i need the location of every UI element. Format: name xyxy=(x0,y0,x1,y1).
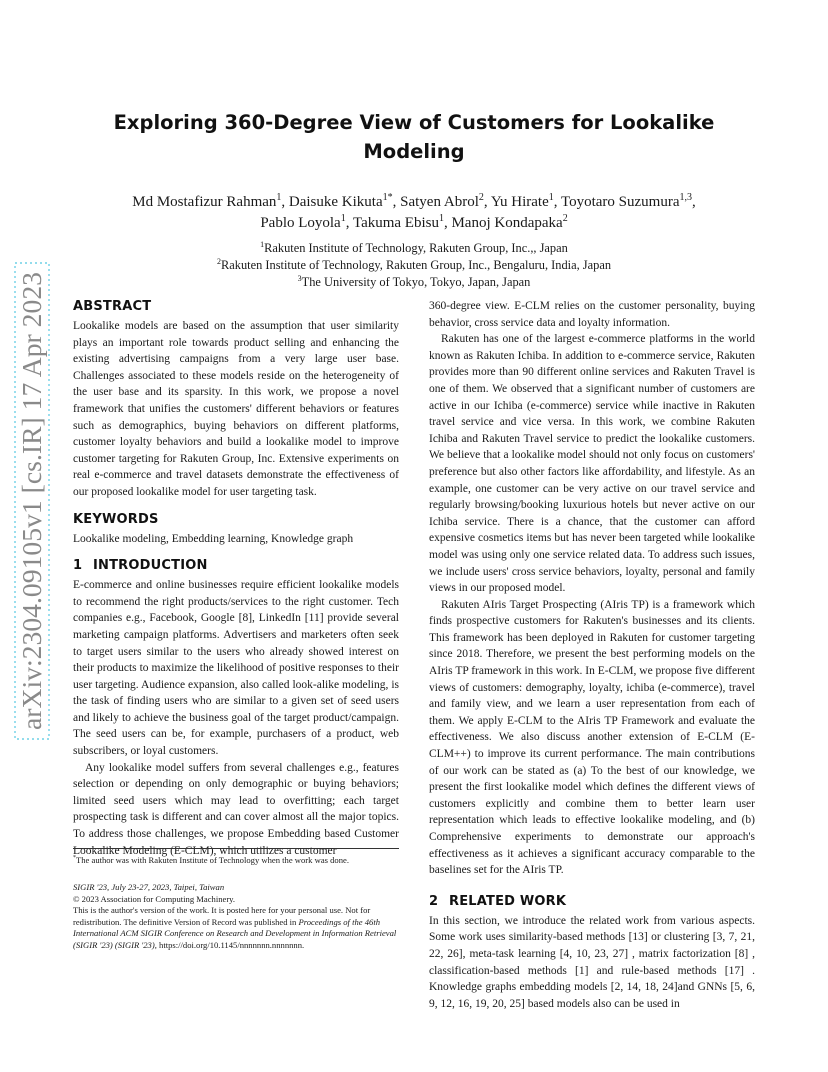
author-version-notice xyxy=(73,905,403,951)
abstract-text: Lookalike models are based on the assumption that user similarity plays an important role towards product selling and enhancing the existing advertising campaigns from a very large user base. Challenges associated to these models reside on the heterogeneity of the user base and its sparsity. In this work, we propose a novel framework that unifies the customers' different behaviors or features such as demographics, buying behaviors on different platforms, customer loyalty behaviors and build a lookalike model to improve customer targeting for Rakuten Group, Inc. Extensive experiments on real e-commerce and travel datasets demonstrate the effectiveness of our proposed lookalike model for user targeting task. xyxy=(73,320,399,498)
related-paragraph-1: In this section, we introduce the related work from various aspects. Some work uses similarity-based methods [13] or clustering [3, 7, 21, 22, 26], meta-task learning [4, 10, 23, 27] , matrix factorization [8] , classification-based methods [1] and rule-based methods [17] . Knowledge graphs embedding models [2, 14, 18, 24]and GNNs [5, 6, 9, 12, 16, 19, 20, 25] based models also can be used in xyxy=(429,914,755,1010)
arxiv-stamp-text: arXiv:2304.09105v1 [cs.IR] 17 Apr 2023 xyxy=(17,283,47,730)
author-name: Manoj Kondapaka xyxy=(451,215,563,231)
author-separator: , xyxy=(443,215,452,231)
proceedings-title: Proceedings of the 46th International ACM SIGIR Conference on Research and Development in Information Retrieval (SIGIR '23) (SIGIR '23) xyxy=(73,916,397,950)
affiliation-text: The University of Tokyo, Tokyo, Japan, Japan xyxy=(301,275,531,289)
affiliation-line xyxy=(80,274,748,291)
section-title: RELATED WORK xyxy=(449,893,567,909)
title-line-1: Exploring 360-Degree View of Customers for Lookalike xyxy=(113,111,715,134)
section-number: 2 xyxy=(429,893,439,909)
keywords-text: Lookalike modeling, Embedding learning, Knowledge graph xyxy=(73,532,354,545)
abstract-heading: ABSTRACT xyxy=(73,299,152,314)
affiliation-mark: 2 xyxy=(216,256,221,266)
author-separator: , xyxy=(281,194,289,210)
conference-venue: SIGIR '23, July 23-27, 2023, Taipei, Taiwan xyxy=(73,882,225,892)
section-number: 1 xyxy=(73,558,83,574)
arxiv-stamp xyxy=(14,262,50,740)
author-affiliation-mark: 1 xyxy=(276,192,282,203)
affiliation-list xyxy=(80,240,748,291)
notice-text: This is the author's version of the work. It is posted here for your personal use. Not for redistribution. The definitive Version of Record was published in xyxy=(73,905,371,927)
left-column xyxy=(73,298,399,859)
author-name: Yu Hirate xyxy=(490,194,549,210)
author-name: Daisuke Kikuta xyxy=(288,194,383,210)
affiliation-line xyxy=(80,257,748,274)
paper-title xyxy=(100,108,728,166)
affiliation-mark: 1 xyxy=(260,239,265,249)
doi-text: , https://doi.org/10.1145/nnnnnnn.nnnnnnn. xyxy=(154,939,305,950)
author-name: Pablo Loyola xyxy=(260,215,341,231)
author-affiliation-mark: 2 xyxy=(562,213,568,224)
author-name: Satyen Abrol xyxy=(400,194,479,210)
author-separator: , xyxy=(392,194,401,210)
footnote-rule xyxy=(73,848,399,849)
title-line-2: Modeling xyxy=(363,140,465,163)
conference-block xyxy=(73,882,403,952)
footnote-mark: * xyxy=(73,855,76,861)
footnote xyxy=(73,853,399,866)
author-affiliation-mark: 1 xyxy=(548,192,554,203)
author-name: Takuma Ebisu xyxy=(352,215,439,231)
author-affiliation-mark: 1 xyxy=(438,213,444,224)
section-title: INTRODUCTION xyxy=(93,558,208,574)
intro-paragraph-1: E-commerce and online businesses require efficient lookalike models to recommend the right products/services to the right customer. Tech companies e.g., Facebook, Google [8], LinkedIn [11] provide several marketing campaign platforms. Advertisers and marketers often seek to target users similar to the users who already showed interest on their products to maximize the likelihood of positive responses to their user targeting. Audience expansion, also called look-alike modeling, is the task of finding users who are similar to a given set of seed users and likely to achieve the business goal of the target product/campaign. The seed users can be, for example, purchasers of a product, web subscribers, or loyal customers. xyxy=(73,579,399,758)
author-affiliation-mark: 1* xyxy=(382,192,393,203)
keywords-heading: KEYWORDS xyxy=(73,511,159,527)
affiliation-text: Rakuten Institute of Technology, Rakuten Group, Inc., Bengaluru, India, Japan xyxy=(220,258,612,272)
affiliation-line xyxy=(80,240,748,257)
author-separator: , xyxy=(483,194,491,210)
affiliation-text: Rakuten Institute of Technology, Rakuten Group, Inc.,, Japan xyxy=(264,241,568,255)
intro-paragraph-3: 360-degree view. E-CLM relies on the customer personality, buying behavior, cross service data and loyalty information. xyxy=(429,300,755,329)
intro-paragraph-4: Rakuten has one of the largest e-commerce platforms in the world known as Rakuten Ichiba. In addition to e-commerce service, Rakuten provides more than 90 different online services and Rakuten Travel is one of them. We observed that a significant number of customers are active in our Ichiba (e-commerce) service while inactive in Rakuten travel service and vice versa. In this work, we combine Rakuten Ichiba and Rakuten Travel service to predict the lookalike customers. We believe that a lookalike model should not only focus on customers' preference but also other factors like affordability, and lifestyle. As an example, one customer can be very active on our travel service and regularly browsing/booking luxurious hotels but never active on our Ichiba service. There is a chance, that the customer can afford expensive cosmetics items but has never been targeted while lookalike model was using only one service related data. To address such issues, we include users' cross service behaviors, loyalty, personal and family views in our proposed model. xyxy=(429,333,755,595)
intro-paragraph-5: Rakuten AIris Target Prospecting (AIris TP) is a framework which finds prospective customers for Rakuten's businesses and its clients. This framework has been deployed in Rakuten for customer targeting since 2018. Therefore, we present the best performing models on the AIris TP framework in this work. In E-CLM, we propose five different views of customers: demography, loyalty, ichiba (e-commerce), travel and family view, and we learn a user representation from each of them. We apply E-CLM to the AIris TP Framework and evaluate the effectiveness. We also discuss another extension of E-CLM (E-CLM++) to improve its current performance. The main contributions of our work can be stated as (a) To the best of our knowledge, we present the first lookalike model which defines the different views of customers explicitly and combine them to better learn user representation which leads to effective lookalike modeling, and (b) Comprehensive experiments to demonstrate our approach's effectiveness as it achieves a significant accuracy comparable to the baselines set for the AIris TP. xyxy=(429,598,755,877)
copyright-line: © 2023 Association for Computing Machinery. xyxy=(73,893,236,904)
author-separator: , xyxy=(345,215,353,231)
intro-paragraph-2: Any lookalike model suffers from several challenges e.g., features selection or depending on only demographic or buying behaviors; limited seed users which may lead to overfitting; each target prospecting task is different and can cover almost all the major topics. To address those challenges, we propose Embedding based Customer Lookalike Modeling (E-CLM), which utilizes a customer xyxy=(73,761,399,857)
footnote-text: The author was with Rakuten Institute of Technology when the work was done. xyxy=(76,854,349,865)
author-affiliation-mark: 1 xyxy=(340,213,346,224)
affiliation-mark: 3 xyxy=(297,273,302,283)
section-heading-introduction xyxy=(73,557,399,575)
author-list xyxy=(80,192,748,234)
author-name: Toyotaro Suzumura xyxy=(560,194,680,210)
section-heading-related-work xyxy=(429,893,755,911)
author-affiliation-mark: 2 xyxy=(478,192,484,203)
author-name: Md Mostafizur Rahman xyxy=(132,194,277,210)
author-affiliation-mark: 1,3 xyxy=(679,192,692,203)
right-column xyxy=(429,298,755,1012)
author-separator: , xyxy=(553,194,561,210)
author-separator: , xyxy=(691,194,696,210)
